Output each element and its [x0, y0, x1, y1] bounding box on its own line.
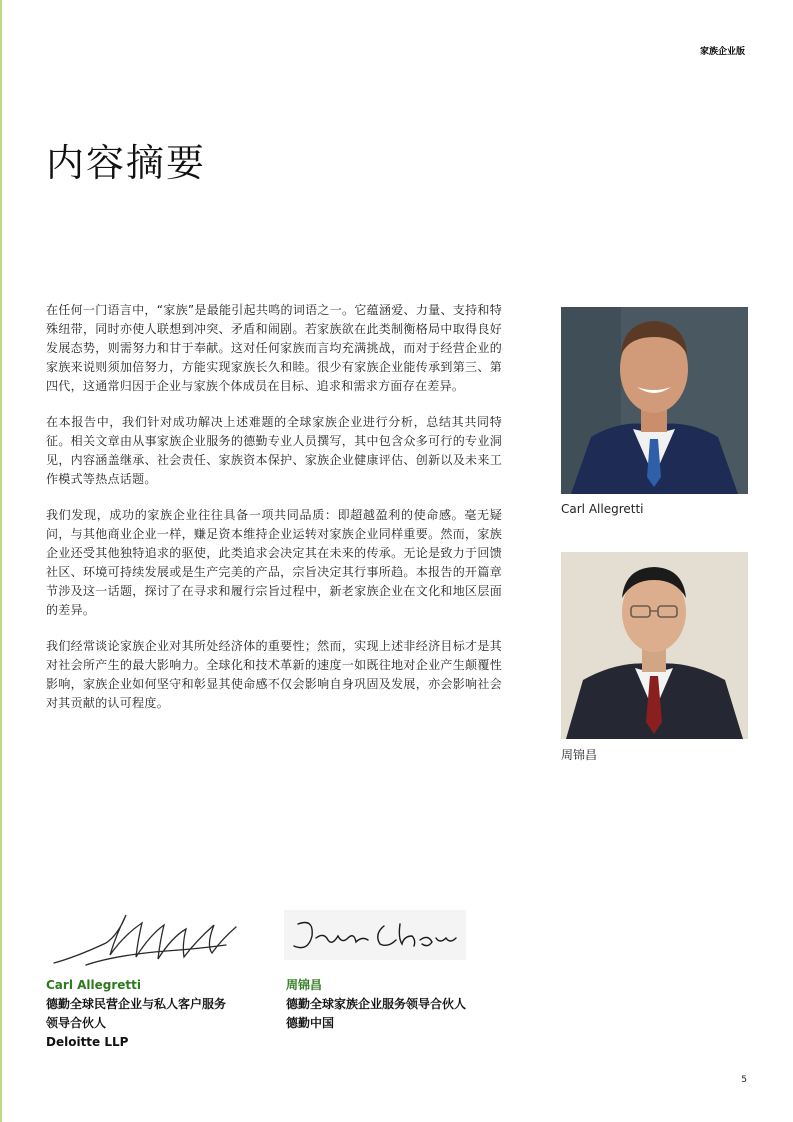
paragraph: 我们经常谈论家族企业对其所处经济体的重要性；然而，实现上述非经济目标才是其对社会所产生的最大影响力。全球化和技术革新的速度一如既往地对企业产生颠覆性影响，家族企业如何坚守和彰显其使命感不仅会影响自身巩固及发展，亦会影响社会对其贡献的认可程度。 [46, 639, 502, 710]
signer-title: 领导合伙人 [46, 1016, 107, 1030]
summary-body [46, 301, 502, 730]
portrait-caption: Carl Allegretti [561, 502, 644, 516]
page-number: 5 [741, 1075, 747, 1085]
signer-name: 周锦昌 [286, 978, 323, 992]
signer-title: 德勤全球家族企业服务领导合伙人 [286, 997, 467, 1011]
signature-zhou-jinchang [284, 910, 466, 960]
signer-title: 德勤全球民营企业与私人客户服务 [46, 997, 227, 1011]
signer-name: Carl Allegretti [46, 978, 141, 992]
portrait-zhou-jinchang [561, 552, 748, 739]
page-title: 内容摘要 [46, 141, 207, 185]
portrait-caption: 周锦昌 [561, 748, 598, 762]
signature-carl-allegretti [46, 905, 246, 977]
paragraph: 在任何一门语言中，“家族”是最能引起共鸣的词语之一。它蕴涵爱、力量、支持和特殊纽带，同时亦使人联想到冲突、矛盾和闹剧。若家族欲在此类制衡格局中取得良好发展态势，则需努力和甘于奉献。这对任何家族而言均充满挑战，而对于经营企业的家族来说则须加倍努力，方能实现家族长久和睦。很少有家族企业能传承到第三、第四代，这通常归因于企业与家族个体成员在目标、追求和需求方面存在差异。 [46, 303, 502, 393]
paragraph: 在本报告中，我们针对成功解决上述难题的全球家族企业进行分析，总结其共同特征。相关文章由从事家族企业服务的德勤专业人员撰写，其中包含众多可行的专业洞见，内容涵盖继承、社会责任、家族资本保护、家族企业健康评估、创新以及未来工作模式等热点话题。 [46, 415, 502, 486]
signer-block [46, 976, 226, 1052]
portrait-carl-allegretti [561, 307, 748, 494]
signer-company: 德勤中国 [286, 1016, 335, 1030]
paragraph: 我们发现，成功的家族企业往往具备一项共同品质：即超越盈利的使命感。毫无疑问，与其他商业企业一样，赚足资本维持企业运转对家族企业同样重要。然而，家族企业还受其他独特追求的驱使，此类追求会决定其在未来的传承。无论是致力于回馈社区、环境可持续发展或是生产完美的产品，宗旨决定其行事所趋。本报告的开篇章节涉及这一话题，探讨了在寻求和履行宗旨过程中，新老家族企业在文化和地区层面的差异。 [46, 508, 502, 617]
signer-company: Deloitte LLP [46, 1035, 129, 1049]
signer-block [286, 976, 466, 1033]
section-label: 家族企业版 [699, 47, 745, 57]
left-edge-rule [0, 0, 2, 1122]
